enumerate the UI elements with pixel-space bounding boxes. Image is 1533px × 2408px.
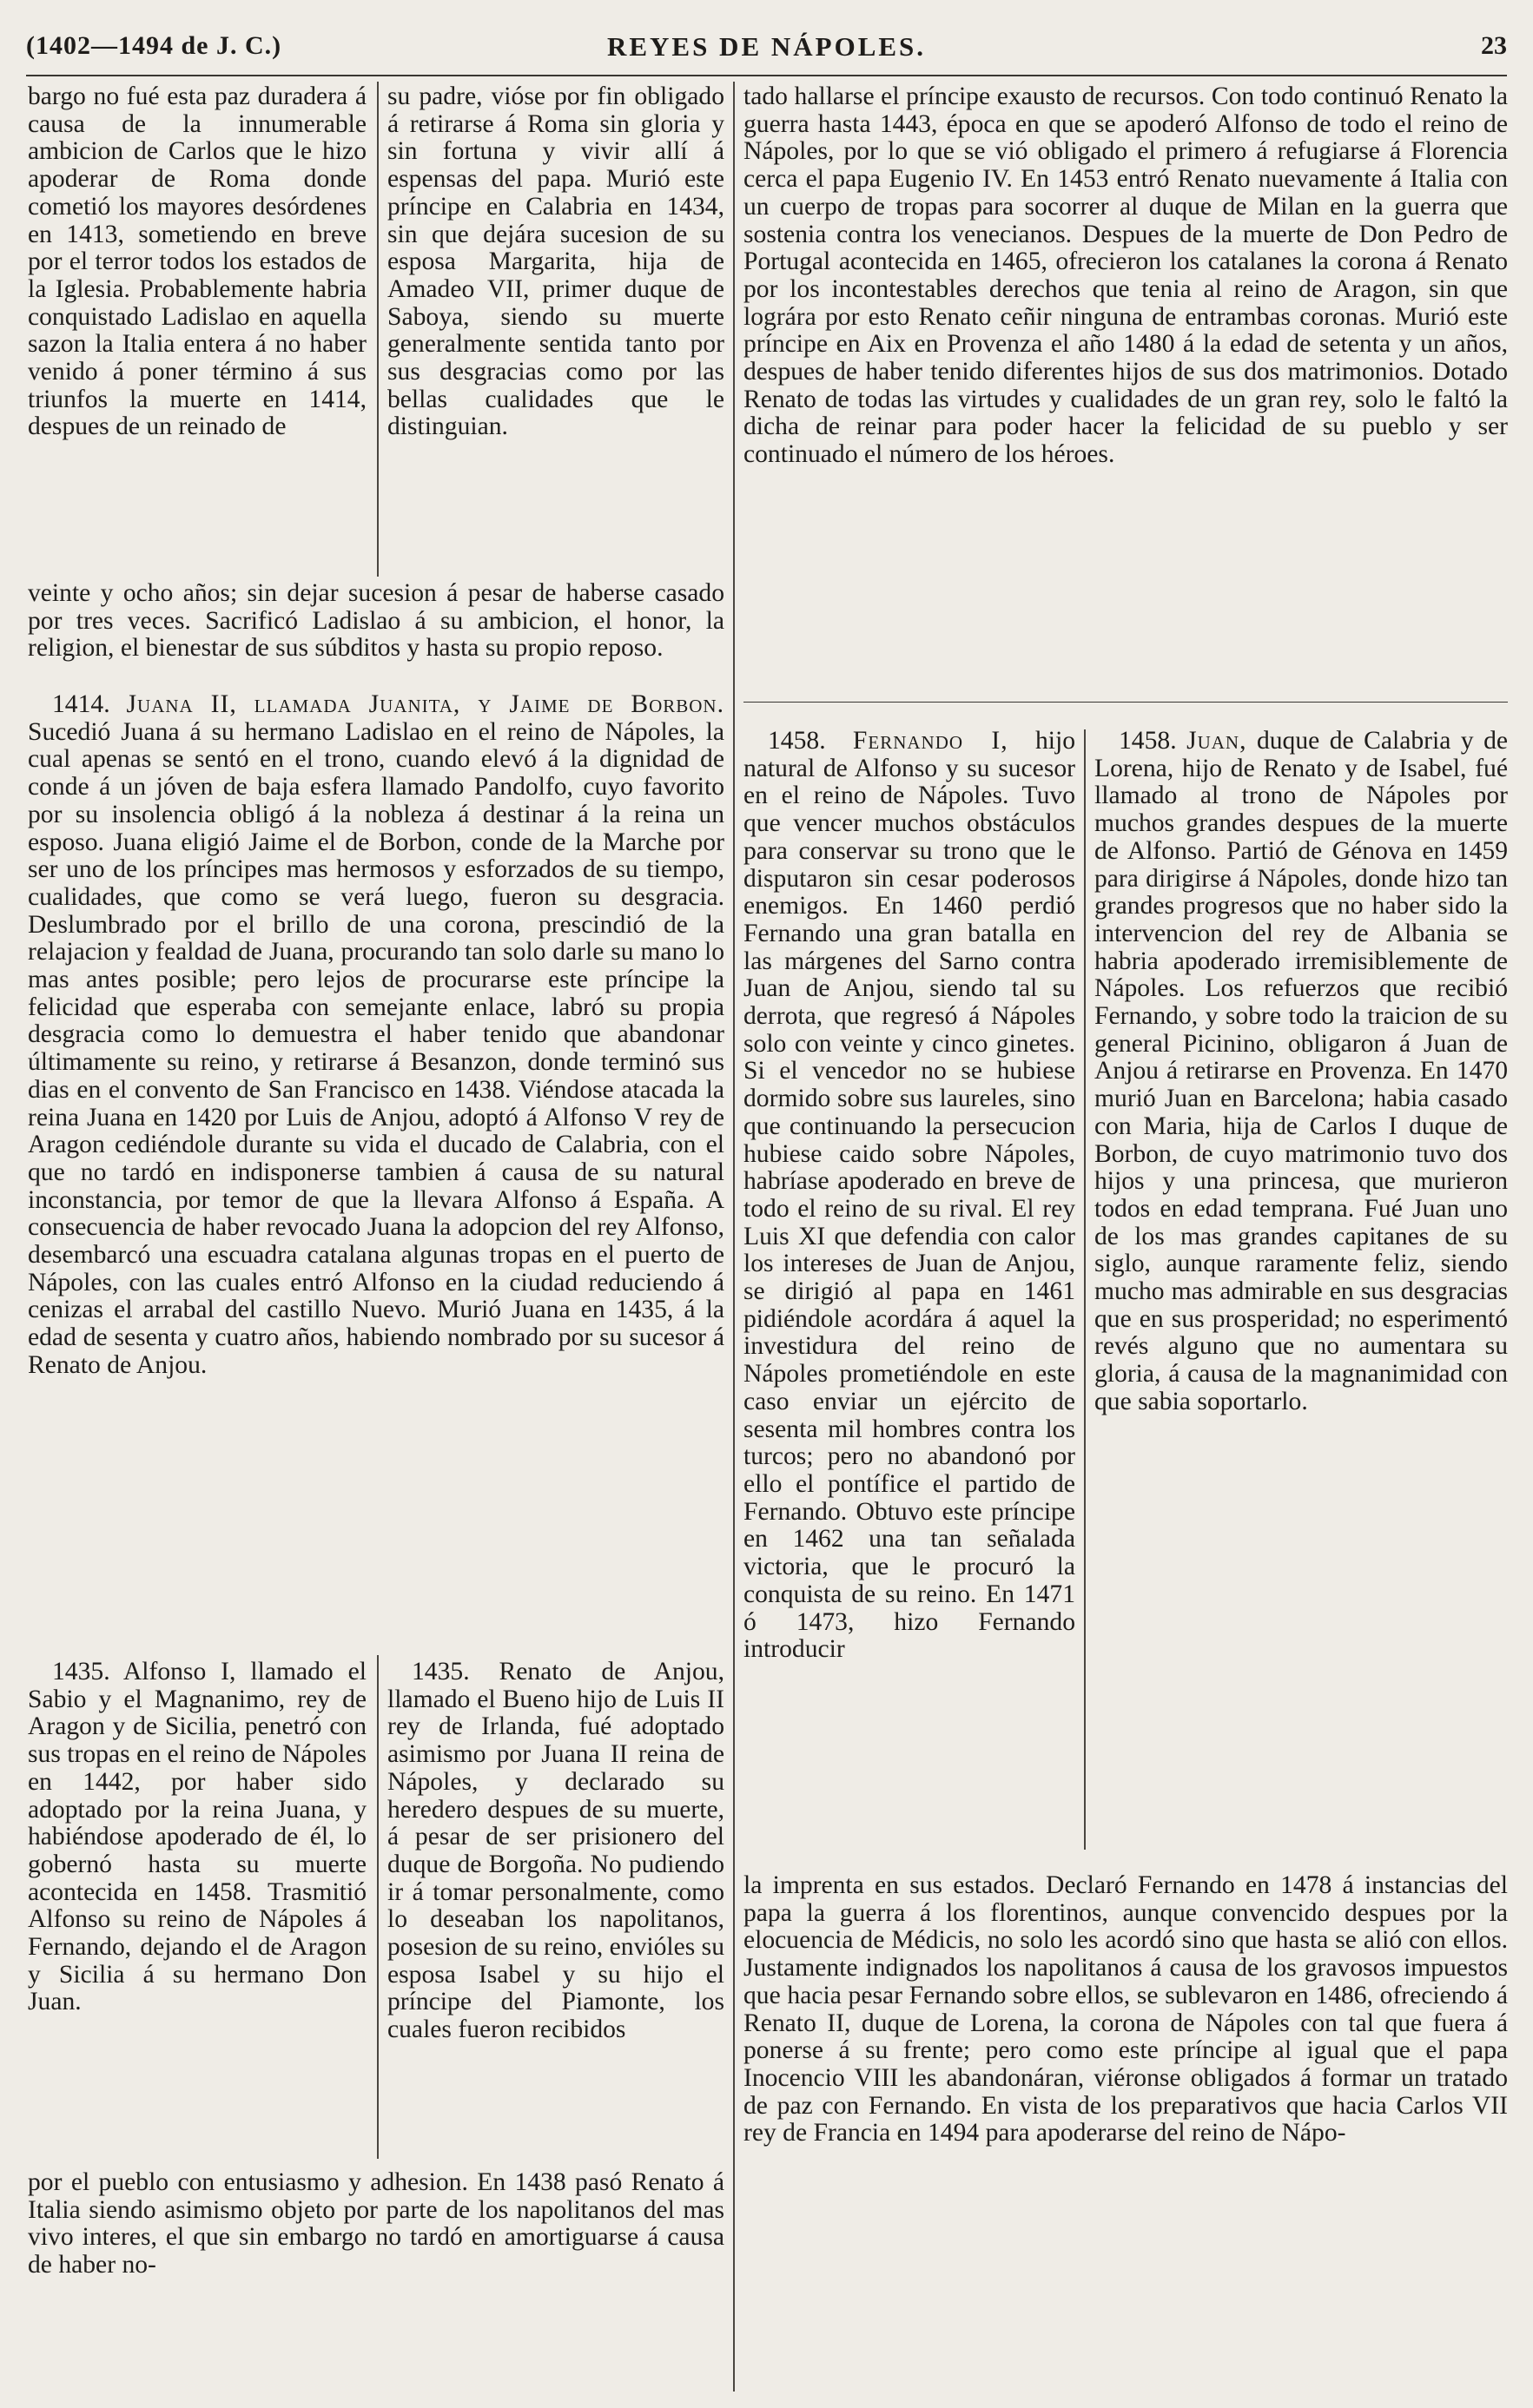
renato-conclusion: [743, 83, 1508, 469]
entry-year: 1414.: [52, 690, 110, 718]
subcolumn-divider-top-left: [377, 82, 379, 577]
entry-year: 1435.: [412, 1658, 470, 1686]
entry-body: duque de Calabria y de Lorena, hijo de Renato y de Isabel, fué llamado al trono de Nápoles por muchos grandes despues de la muerte de Alfonso. Partió de Génova en 1459 para dirigirse á Nápoles, donde hizo tan grandes progresos que no haber sido la intervencion del rey de Albania se habria apoderado irremisiblemente de Nápoles. Los refuerzos que recibió Fernando, y sobre todo la traicion de su general Picinino, obligaron á Juan de Anjou á retirarse en Provenza. En 1470 murió Juan en Barcelona; habia casado con Maria, hija de Carlos I duque de Borbon, de cuyo matrimonio tuvo dos hijos y una princesa, que murieron todos en edad temprana. Fué Juan uno de los mas grandes capitanes de su siglo, aunque raramente feliz, siendo mucho mas admirable en sus desgracias que en sus prosperidad; no esperimentó revés alguno que no aumentara su gloria, á causa de la magnanimidad con que sabia soportarlo.: [1094, 727, 1508, 1415]
entry-body: Renato de Anjou, llamado el Bueno hijo de Luis II rey de Irlanda, fué adoptado asimismo por Juana II reina de Nápoles, y declarado su heredero despues de su muerte, á pesar de ser prisionero del duque de Borgoña. No pudiendo ir á tomar personalmente, como lo deseaban los napolitanos, posesion de su reino, envióles su esposa Isabel y su hijo el príncipe del Piamonte, los cuales fueron recibidos: [387, 1658, 724, 2044]
entry-year: 1435.: [52, 1658, 110, 1686]
paragraph: veinte y ocho años; sin dejar sucesion á pesar de haberse casado por tres veces. Sacrificó Ladislao á su ambicion, el honor, la religion, el bienestar de sus súbditos y hasta su propio reposo.: [28, 579, 724, 663]
entry-body: hijo natural de Alfonso y su sucesor en el reino de Nápoles. Tuvo que vencer muchos obstáculos para conservar su trono que le disputaron sin cesar poderosos enemigos. En 1460 perdió Fernando una gran batalla en las márgenes del Sarno contra Juan de Anjou, siendo tal su derrota, que regresó á Nápoles solo con veinte y cinco ginetes. Si el vencedor no se hubiese dormido sobre sus laureles, sino que continuando la persecucion hubiese caido sobre Nápoles, habríase apoderado en breve de todo el reino de su rival. El rey Luis XI que defendia con calor los intereses de Juan de Anjou, se dirigió al papa en 1461 pidiéndole acordára á aquel la investidura del reino de Nápoles prometiéndole en este caso enviar un ejército de sesenta mil hombres contra los turcos; pero no abandonó por ello el pontífice el partido de Fernando. Obtuvo este príncipe en 1462 una tan señalada victoria, que le procuró la conquista de su reino. En 1471 ó 1473, hizo Fernando introducir: [743, 727, 1075, 1664]
entry-alfonso-i: [28, 1659, 367, 2016]
entry-heading: Juana II, llamada Juanita, y Jaime de Borbon.: [126, 690, 725, 718]
renato-continuation: [28, 2169, 724, 2279]
entry-body: Alfonso I, llamado el Sabio y el Magnanimo, rey de Aragon y de Sicilia, penetró con sus tropas en el reino de Nápoles en 1442, por haber sido adoptado por la reina Juana, y habiéndose apoderado de él, lo gobernó hasta su muerte acontecida en 1458. Trasmitió Alfonso su reino de Nápoles á Fernando, dejando el de Aragon y Sicilia á su hermano Don Juan.: [28, 1658, 367, 2016]
header-date-range: (1402—1494 de J. C.): [26, 31, 282, 60]
entry-year: 1458.: [768, 727, 826, 755]
entry-year: 1458.: [1119, 727, 1177, 755]
paragraph: la imprenta en sus estados. Declaró Fernando en 1478 á instancias del papa la guerra á los florentinos, aunque convencido despues por la elocuencia de Médicis, no solo les acordó sino que hasta se alió con ellos. Justamente indignados los napolitanos á causa de los gravosos impuestos que hacia pesar Fernando sobre ellos, se sublevaron en 1486, ofreciendo á Renato II, duque de Lorena, la corona de Nápoles con tal que fuera á ponerse á su frente; pero como este príncipe al igual que el papa Inocencio VIII les abandonáran, viéronse obligados á formar un tratado de paz con Fernando. En vista de los preparativos que hacia Carlos VII rey de Francia en 1494 para apoderarse del reino de Nápo-: [743, 1871, 1508, 2147]
paragraph: su padre, vióse por fin obligado á retirarse á Roma sin gloria y sin fortuna y vivir allí á espensas del papa. Murió este príncipe en Calabria en 1434, sin que dejára sucesion de su esposa Margarita, hija de Amadeo VII, primer duque de Saboya, siendo su muerte generalmente sentida tanto por sus desgracias como por las bellas cualidades que le distinguian.: [387, 82, 724, 441]
paragraph: tado hallarse el príncipe exausto de recursos. Con todo continuó Renato la guerra hasta 1443, época en que se apoderó Alfonso de todo el reino de Nápoles, por lo que se vió obligado el primero á refugiarse á Florencia cerca el papa Eugenio IV. En 1453 entró Renato nuevamente á Italia con un cuerpo de tropas para socorrer al duque de Milan en la guerra que sostenia contra los venecianos. Despues de la muerte de Don Pedro de Portugal acontecida en 1465, ofrecieron los catalanes la corona á Renato por los incontestables derechos que tenia al reino de Aragon, sin que lográra por esto Renato ceñir ninguna de entrambas coronas. Murió este príncipe en Aix en Provenza el año 1480 á la edad de setenta y un años, despues de haber tenido diferentes hijos de sus dos matrimonios. Dotado Renato de todas las virtudes y cualidades de un gran rey, solo le faltó la dicha de reinar para poder hacer la felicidad de su pueblo y ser continuado el número de los héroes.: [743, 82, 1508, 469]
entry-heading: Juan,: [1186, 727, 1247, 755]
ladislao-text-right: [387, 83, 724, 441]
page-number: 23: [1481, 31, 1507, 60]
paragraph: por el pueblo con entusiasmo y adhesion. En 1438 pasó Renato á Italia siendo asimismo objeto por parte de los napolitanos del mas vivo interes, el que sin embargo no tardó en amortiguarse á causa de haber no-: [28, 2168, 724, 2279]
running-header: [26, 31, 1507, 71]
paragraph: bargo no fué esta paz duradera á causa de la innumerable ambicion de Carlos que le hizo apoderar de Roma donde cometió los mayores desórdenes en 1413, sometiendo en breve por el terror todos los estados de la Iglesia. Probablemente habria conquistado Ladislao en aquella sazon la Italia entera á no haber venido á poner término á sus triunfos la muerte en 1414, despues de un reinado de: [28, 82, 367, 441]
entry-heading: Fernando I,: [852, 727, 1008, 755]
ladislao-continuation: [28, 580, 724, 663]
entry-fernando-i: [743, 728, 1075, 1664]
entry-body: Sucedió Juana á su hermano Ladislao en el reino de Nápoles, la cual apenas se sentó en el trono, cuando elevó á la dignidad de conde á un jóven de baja esfera llamado Pandolfo, cuyo favorito por su insolencia obligó á la nobleza á destinar á la reina un esposo. Juana eligió Jaime el de Borbon, conde de la Marche por ser uno de los príncipes mas hermosos y esforzados de su tiempo, cualidades, que como se verá luego, fueron su desgracia. Deslumbrado por el brillo de una corona, prescindió de la relajacion y fealdad de Juana, procurando tan solo darle su mano lo mas antes posible; pero lejos de procurarse este príncipe la felicidad que esperaba con semejante enlace, labró su propia desgracia como lo demuestra el haber tenido que abandonar últimamente su reino, y retirarse á Besanzon, donde terminó sus dias en el convento de San Francisco en 1438. Viéndose atacada la reina Juana en 1420 por Luis de Anjou, adoptó á Alfonso V rey de Aragon cediéndole durante su vida el ducado de Calabria, con el que no tardó en indisponerse tambien á causa de su natural inconstancia, por temor de que la llevara Alfonso á España. A consecuencia de haber revocado Juana la adopcion del rey Alfonso, desembarcó una escuadra catalana algunas tropas en el puerto de Nápoles, con las cuales entró Alfonso en la ciudad reduciendo á cenizas el arrabal del castillo Nuevo. Murió Juana en 1435, á la edad de sesenta y cuatro años, habiendo nombrado por su sucesor á Renato de Anjou.: [28, 717, 724, 1379]
column-divider: [733, 82, 735, 2392]
header-rule: [26, 75, 1507, 76]
subcolumn-divider-right: [1084, 729, 1086, 1850]
fernando-continuation: [743, 1872, 1508, 2147]
entry-juana-ii: [28, 691, 724, 1380]
header-title: REYES DE NÁPOLES.: [606, 31, 927, 62]
entry-separator: [743, 702, 1508, 703]
entry-renato-de-anjou: [387, 1659, 724, 2044]
ladislao-text-left: [28, 83, 367, 441]
subcolumn-divider-bottom-left: [377, 1655, 379, 2159]
entry-juan-duque: [1094, 728, 1508, 1416]
